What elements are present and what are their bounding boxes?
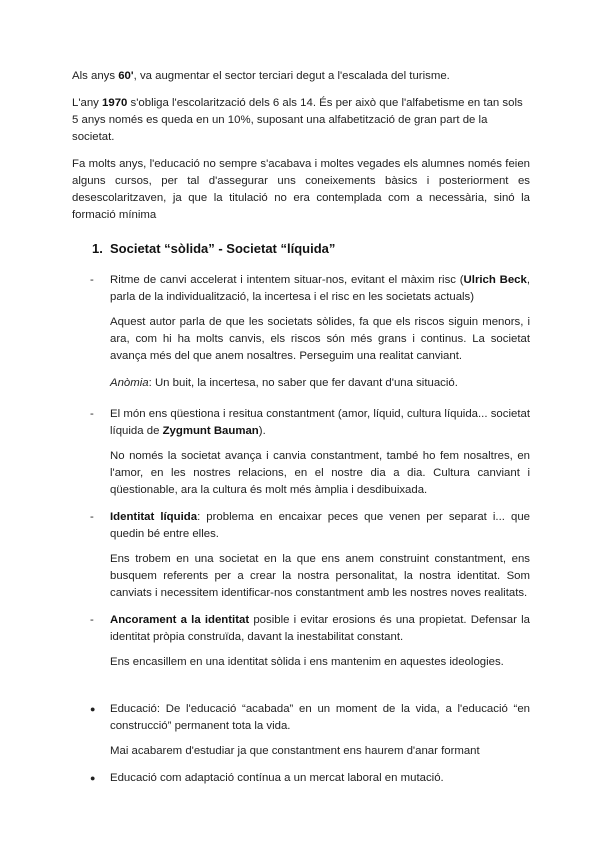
- ancorament-term: Ancorament a la identitat: [110, 614, 250, 626]
- year-60s: 60': [118, 70, 134, 82]
- bullet-dot-icon: ●: [90, 773, 96, 783]
- item2-detail: No només la societat avança i canvia constantment, també ho fem nosaltres, en l'amor, en les nostres relacions, en el nostre dia a dia. Cultura canviant i qüestionable, ara la cultura és molt més àmplia i desdibuixada.: [110, 450, 530, 496]
- intro-paragraph-3: Fa molts anys, l'educació no sempre s'acabava i moltes vegades els alumnes només feien alguns cursos, per tal d'assegurar uns coneixements bàsics i posteriorment es desescolaritzaven, ja que la titulació no era contemplada com a necessària, sinó la formació mínima: [72, 158, 530, 221]
- dash-marker: -: [90, 408, 94, 420]
- list-item-ancorament: - Ancorament a la identitat posible i evitar erosions és una propietat. Defensar la identitat pròpia construïda, davant la inestabilitat constant.: [90, 614, 530, 643]
- item4-detail: Ens encasillem en una identitat sòlida i ens mantenim en aquestes ideologies.: [110, 656, 504, 668]
- author-ulrich-beck: Ulrich Beck: [463, 274, 527, 286]
- author-zygmunt-bauman: Zygmunt Bauman: [162, 425, 259, 437]
- year-1970: 1970: [102, 97, 128, 109]
- list-item-identitat-liquida: - Identitat líquida: problema en encaixar peces que venen per separat i... que quedin bé entre elles.: [90, 511, 530, 540]
- spacer: [72, 681, 530, 701]
- bullet-dot-icon: ●: [90, 704, 96, 714]
- dash-marker: -: [90, 511, 94, 523]
- item1-detail: Aquest autor parla de que les societats sòlides, fa que els riscos siguin menors, i ara, com hi ha molts canvis, els riscos són més grans i continus. La societat avança més del que anem nosaltres. Perseguim una realitat canviant.: [110, 316, 530, 362]
- bullet1-detail: Mai acabarem d'estudiar ja que constantment ens haurem d'anar formant: [110, 745, 480, 757]
- bullet-item-educacio: ● Educació: De l'educació “acabada” en un moment de la vida, a l'educació “en construcció” permanent tota la vida.: [90, 703, 530, 732]
- dash-marker: -: [90, 614, 94, 626]
- section-title: Societat “sòlida” - Societat “líquida”: [110, 241, 336, 256]
- list-item-ritme: - Ritme de canvi accelerat i intentem situar-nos, evitant el màxim risc (Ulrich Beck, parla de la individualització, la incertesa i el risc en les societats actuals): [90, 274, 530, 303]
- intro-paragraph-2: L'any 1970 s'obliga l'escolarització dels 6 als 14. És per això que l'alfabetisme en tan sols 5 anys només es queda en un 10%, suposant una alfabetització de gran part de la societat.: [72, 97, 523, 143]
- anomia-definition: Anòmia: Un buit, la incertesa, no saber que fer davant d'una situació.: [110, 377, 458, 389]
- bullet-item-adaptacio: ● Educació com adaptació contínua a un mercat laboral en mutació.: [72, 770, 530, 787]
- anomia-term: Anòmia: [110, 377, 149, 389]
- item3-detail: Ens trobem en una societat en la que ens anem construint constantment, ens busquem referents per a crear la nostra personalitat, la nostra identitat. Som canviats i necessitem identificar-nos constantment amb les nostres noves realitats.: [110, 553, 530, 599]
- identitat-liquida-term: Identitat líquida: [110, 511, 198, 523]
- section-number: 1.: [92, 241, 103, 256]
- section-heading: [92, 240, 530, 258]
- list-item-mon: - El món ens qüestiona i resitua constantment (amor, líquid, cultura líquida... societat líquida de Zygmunt Bauman).: [90, 408, 530, 437]
- intro-paragraph-1: Als anys 60', va augmentar el sector terciari degut a l'escalada del turisme.: [72, 70, 450, 82]
- dash-marker: -: [90, 274, 94, 286]
